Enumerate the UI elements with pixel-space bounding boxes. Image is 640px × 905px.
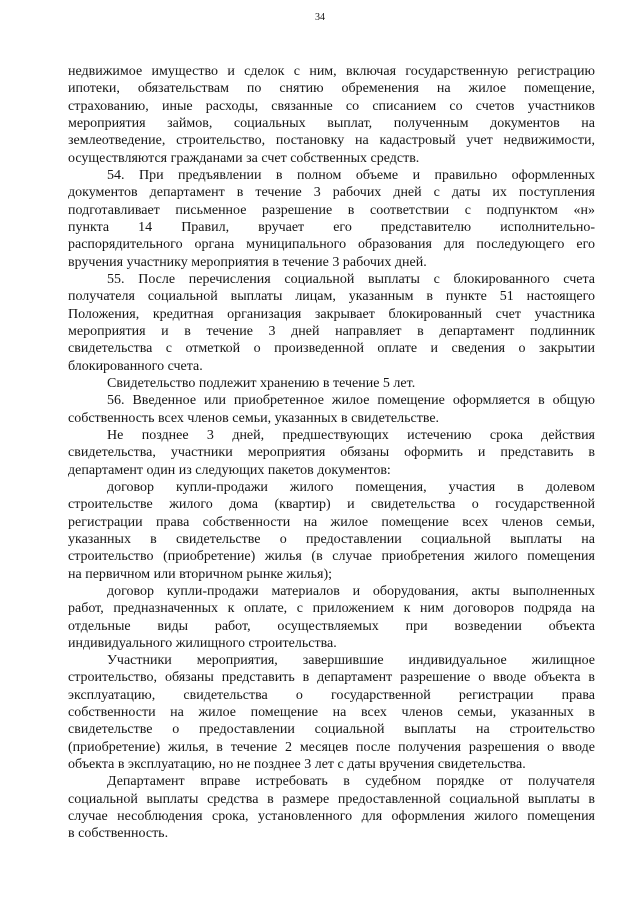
- text-line: Свидетельство подлежит хранению в течение 5 лет.: [107, 375, 416, 391]
- paragraph-deadline: [68, 427, 595, 479]
- paragraph-participants: [68, 652, 595, 773]
- text-line: (приобретение) жилья, в течение 2 месяцев после получения разрешения о вводе: [68, 739, 595, 755]
- text-line: Участники мероприятия, завершившие индивидуальное жилищное: [107, 653, 595, 669]
- text-line: регистрации права собственности на жилое помещение всех членов семьи,: [68, 514, 595, 530]
- text-line: мероприятия займов, социальных выплат, полученным документов на: [68, 115, 595, 131]
- paragraph-54: [68, 167, 595, 271]
- text-line: страхованию, иные расходы, связанные со списанием со счетов участников: [68, 98, 595, 114]
- text-line: 56. Введенное или приобретенное жилое помещение оформляется в общую: [107, 393, 595, 409]
- document-body: [68, 63, 595, 843]
- text-line: распорядительного органа муниципального образования для последующего его: [68, 237, 595, 253]
- text-line: работ, предназначенных к оплате, с приложением к ним договоров подряда на: [68, 601, 595, 617]
- text-line: случае несоблюдения срока, установленного для оформления жилого помещения: [68, 809, 595, 825]
- text-line: свидетельстве о предоставлении социальной выплаты на строительство: [68, 722, 595, 738]
- text-line: получателя социальной выплаты лицам, указанным в пункте 51 настоящего: [68, 289, 595, 305]
- text-line: эксплуатацию, свидетельства о государственной регистрации права: [68, 687, 595, 703]
- text-line: недвижимое имущество и сделок с ним, включая государственную регистрацию: [68, 64, 595, 79]
- text-line: индивидуального жилищного строительства.: [68, 635, 337, 651]
- paragraph-materials-contract: [68, 583, 595, 652]
- text-line: 54. При предъявлении в полном объеме и правильно оформленных: [107, 167, 595, 183]
- paragraph-storage: [68, 375, 595, 392]
- text-line: Департамент вправе истребовать в судебном порядке от получателя: [107, 774, 595, 790]
- text-line: строительстве жилого дома (квартир) и свидетельства о государственной: [68, 497, 595, 513]
- paragraph-55: [68, 271, 595, 375]
- text-line: собственность всех членов семьи, указанных в свидетельстве.: [68, 410, 440, 426]
- text-line: на первичном или вторичном рынке жилья);: [68, 566, 333, 582]
- text-line: отдельные виды работ, осуществляемых при возведении объекта: [68, 618, 595, 634]
- text-line: объекта в эксплуатацию, но не позднее 3 лет с даты вручения свидетельства.: [68, 757, 526, 773]
- text-line: социальной выплаты средства в размере предоставленной социальной выплаты в: [68, 791, 595, 807]
- text-line: строительство, обязаны представить в департамент разрешение о вводе объекта в: [68, 670, 595, 686]
- text-line: в собственность.: [68, 826, 169, 842]
- text-line: 55. После перечисления социальной выплаты с блокированного счета: [107, 271, 595, 287]
- text-line: строительство (приобретение) жилья (в случае приобретения жилого помещения: [68, 549, 595, 565]
- page-number: 34: [315, 12, 325, 23]
- text-line: свидетельства с отметкой о произведенной оплате и сведения о закрытии: [68, 341, 595, 357]
- text-line: документов департамент в течение 3 рабочих дней с даты их поступления: [68, 185, 595, 201]
- text-line: подготавливает письменное разрешение в соответствии с подпунктом «н»: [68, 202, 595, 218]
- paragraph-56: [68, 392, 595, 427]
- text-line: блокированного счета.: [68, 358, 203, 374]
- paragraph-department-rights: [68, 773, 595, 842]
- text-line: Не позднее 3 дней, предшествующих истечению срока действия: [107, 427, 595, 443]
- text-line: свидетельства, участники мероприятия обязаны оформить и представить в: [68, 445, 595, 461]
- text-line: землеотведение, строительство, постановку на кадастровый учет недвижимости,: [68, 133, 595, 149]
- text-line: собственности на жилое помещение на всех членов семьи, указанных в: [68, 705, 595, 721]
- text-line: указанных в свидетельстве о предоставлении социальной выплаты на: [68, 531, 595, 547]
- paragraph-purchase-contract: [68, 479, 595, 583]
- text-line: мероприятия и в течение 3 дней направляет в департамент подлинник: [68, 323, 595, 339]
- text-line: договор купли-продажи материалов и оборудования, акты выполненных: [107, 583, 595, 599]
- text-line: департамент один из следующих пакетов документов:: [68, 462, 391, 478]
- paragraph-continuation: [68, 63, 595, 167]
- text-line: ипотеки, обязательствам по снятию обременения на жилое помещение,: [68, 81, 595, 97]
- text-line: пункта 14 Правил, вручает его представителю исполнительно-: [68, 219, 595, 235]
- text-line: осуществляются гражданами за счет собственных средств.: [68, 150, 420, 166]
- text-line: договор купли-продажи жилого помещения, участия в долевом: [107, 479, 595, 495]
- text-line: Положения, кредитная организация закрывает блокированный счет участника: [68, 306, 595, 322]
- text-line: вручения участнику мероприятия в течение 3 рабочих дней.: [68, 254, 427, 270]
